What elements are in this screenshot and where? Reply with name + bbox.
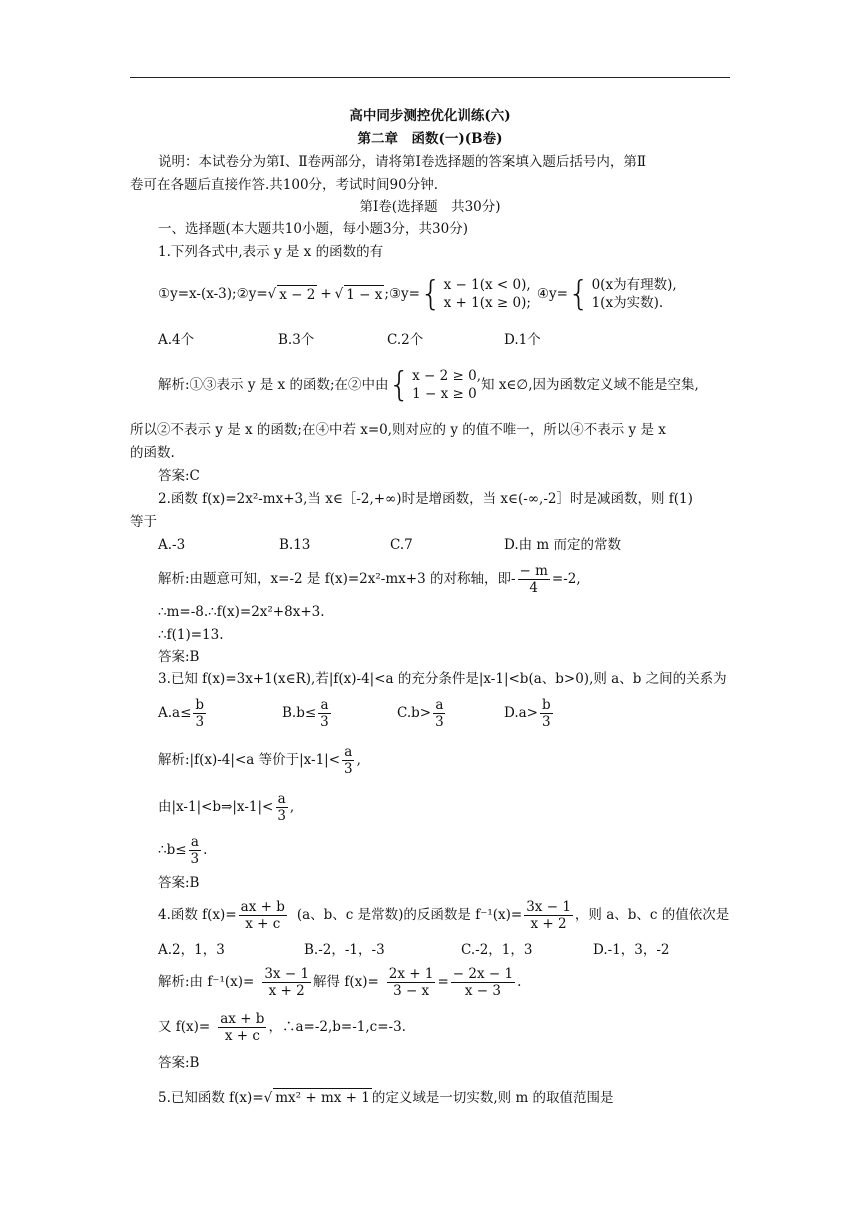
q2-stem-1: 2.函数 f(x)=2x²-mx+3,当 x∈［-2,+∞)时是增函数，当 x∈(-∞,-2］时是减函数，则 f(1) [158,491,693,507]
q1-answer: 答案:C [158,468,200,484]
q5-stem-b: 的定义域是一切实数,则 m 的取值范围是 [371,1089,614,1106]
q3-option-b [282,694,333,732]
q3-b-num: a [320,696,329,713]
q3-a3-text: ∴b≤ [158,842,187,858]
q1-item-a: ①y=x-(x-3);②y= [158,286,268,302]
q1-analysis-line-1 [158,366,699,404]
q3-d-den: 3 [542,713,551,730]
q1-analysis-line-2: 所以②不表示 y 是 x 的函数;在④中若 x=0,则对应的 y 的值不唯一，所以④不表示 y 是 x [130,422,666,438]
q3-a3-den: 3 [190,850,200,867]
q3-a-den: 3 [195,713,205,730]
q3-a1-text: 解析:|f(x)-4|<a 等价于|x-1|< [158,752,341,768]
brace-icon: { [388,365,411,405]
q4-an-eq: = [437,974,449,990]
q3-b-den: 3 [320,713,329,730]
q4-stem-c: ，则 a、b、c 的值依次是 [574,907,730,923]
q2-analysis-a: 解析:由题意可知，x=-2 是 f(x)=2x²-mx+3 的对称轴，即- [158,571,516,587]
q4-g-num: 3x − 1 [526,898,571,915]
q4-l2-den: x + c [224,1027,260,1044]
q4-an-den-2: 3 − x [393,982,430,999]
q1-plus: + [320,286,332,302]
q1-c-row-2: x + 1(x ≥ 0); [443,295,531,311]
q4-an-den-3: x − 3 [464,982,501,999]
q4-analysis-line-1 [158,963,521,1001]
q4-stem-b: (a、b、c 是常数)的反函数是 f⁻¹(x)= [296,907,523,923]
intro-line-1: 说明：本试卷分为第Ⅰ、Ⅱ卷两部分，请将第Ⅰ卷选择题的答案填入题后括号内，第Ⅱ [158,154,647,170]
q3-analysis-line-3 [158,831,207,869]
q4-an-num-2: 2x + 1 [388,965,434,982]
q4-an-b: 解得 f(x)= [313,974,379,990]
q1-item-c: ;③y= [384,286,420,302]
q1-option-b: B.3个 [278,332,315,348]
q3-a2-den: 3 [277,807,286,824]
q2-analysis-line-3: ∴f(1)=13. [158,627,224,643]
q3-d-num: b [542,696,551,713]
q3-answer: 答案:B [158,875,200,891]
q3-a1-den: 3 [344,760,353,777]
q3-option-c [397,694,448,732]
intro-line-2: 卷可在各题后直接作答.共100分，考试时间90分钟. [130,177,439,193]
q2-stem-2: 等于 [130,514,157,530]
q3-a2-end: , [289,799,295,815]
q1-sqrt-2: 1 − x [346,286,383,303]
q4-f-num: ax + b [240,898,285,915]
q3-c-num: a [435,696,444,713]
brace-icon: { [567,274,590,314]
q1-items [158,276,677,312]
q3-a3-num: a [190,833,199,850]
q1-sqrt-1: x − 2 [279,286,316,303]
sqrt-symbol: √ [334,286,344,302]
q4-an-end: . [517,974,522,990]
q4-answer: 答案:B [158,1055,200,1071]
sqrt-symbol: √ [263,1089,273,1106]
q1-option-c: C.2个 [387,332,424,348]
q2-frac-den: 4 [529,579,539,596]
q3-option-d [504,694,555,732]
q3-option-b-text: B.b≤ [282,705,317,721]
chapter-subtitle: 第二章 函数(一)(B卷) [357,131,503,147]
q3-analysis-line-2 [158,788,294,826]
q1-piecewise-d [568,276,677,312]
q1-d-row-1: 0(x为有理数), [591,277,677,293]
section-heading: 一、选择题(本大题共10小题，每小题3分，共30分) [158,221,468,237]
q2-analysis-b: =-2, [551,571,581,587]
q4-analysis-line-2 [158,1008,406,1046]
q4-l2-num: ax + b [220,1010,265,1027]
q3-stem: 3.已知 f(x)=3x+1(x∈R),若|f(x)-4|<a 的充分条件是|x-1|<b(a、b>0),则 a、b 之间的关系为 [158,671,727,687]
q1-option-d: D.1个 [504,332,541,348]
q2-option-a: A.-3 [158,537,186,553]
q1-sys-row-2: 1 − x ≥ 0 [412,386,477,402]
q4-f-den: x + c [245,915,281,932]
q1-analysis-line-3: 的函数. [130,445,175,461]
q3-option-a-text: A.a≤ [158,705,192,721]
q2-fraction [518,563,550,596]
q1-d-row-2: 1(x为实数). [591,295,664,311]
q1-analysis-b: 知 x∈∅,因为函数定义域不能是空集, [481,377,699,393]
paper-title: 高中同步测控优化训练(六) [349,108,511,124]
part1-title: 第Ⅰ卷(选择题 共30分) [359,199,501,215]
q4-an-den-1: x + 2 [268,982,305,999]
q2-analysis-line-1 [158,560,581,598]
q2-analysis-line-2: ∴m=-8.∴f(x)=2x²+8x+3. [158,604,325,620]
q3-a-num: b [195,696,205,713]
q1-analysis-a: 解析:①③表示 y 是 x 的函数;在②中由 [158,377,389,393]
header-rule [130,77,730,78]
q1-piecewise-c [420,276,531,312]
q3-a1-num: a [344,743,353,760]
q5-stem [158,1088,614,1107]
q3-a3-end: . [203,842,208,858]
q5-sqrt: mx² + mx + 1 [275,1090,370,1106]
q2-option-c: C.7 [390,537,413,553]
q4-option-b: B.-2，-1，-3 [304,942,385,958]
q4-an-num-1: 3x − 1 [264,965,310,982]
q4-stem [158,896,729,934]
q2-answer: 答案:B [158,649,200,665]
brace-icon: { [419,274,442,314]
q4-g-den: x + 2 [530,915,567,932]
q2-option-b: B.13 [279,537,311,553]
q4-option-c: C.-2，1，3 [461,942,533,958]
q3-c-den: 3 [435,713,444,730]
q4-option-a: A.2，1，3 [158,942,225,958]
q3-option-a [158,694,208,732]
q4-an-num-3: − 2x − 1 [452,965,514,982]
q5-stem-a: 5.已知函数 f(x)= [158,1089,264,1106]
q2-frac-num: − m [519,562,548,579]
q4-an-a: 解析:由 f⁻¹(x)= [158,974,255,990]
q2-option-d: D.由 m 而定的常数 [504,537,622,553]
q1-c-row-1: x − 1(x < 0), [443,277,531,293]
q1-system [389,367,482,403]
q1-item-d: ④y= [536,286,568,302]
q1-stem: 1.下列各式中,表示 y 是 x 的函数的有 [158,244,384,260]
sqrt-symbol: √ [267,286,277,302]
q3-a1-end: , [356,752,361,768]
q1-sys-row-1: x − 2 ≥ 0, [412,368,482,384]
q1-option-a: A.4个 [158,332,195,348]
q3-option-c-text: C.b> [397,705,432,721]
q4-l2-b: ，∴a=-2,b=-1,c=-3. [268,1019,406,1035]
q3-a2-text: 由|x-1|<b⇒|x-1|< [158,799,274,815]
q4-l2-a: 又 f(x)= [158,1019,211,1035]
q4-option-d: D.-1，3，-2 [593,942,670,958]
q3-analysis-line-1 [158,741,361,779]
q3-option-d-text: D.a> [504,705,538,721]
q4-stem-a: 4.函数 f(x)= [158,907,237,923]
q3-a2-num: a [277,790,286,807]
